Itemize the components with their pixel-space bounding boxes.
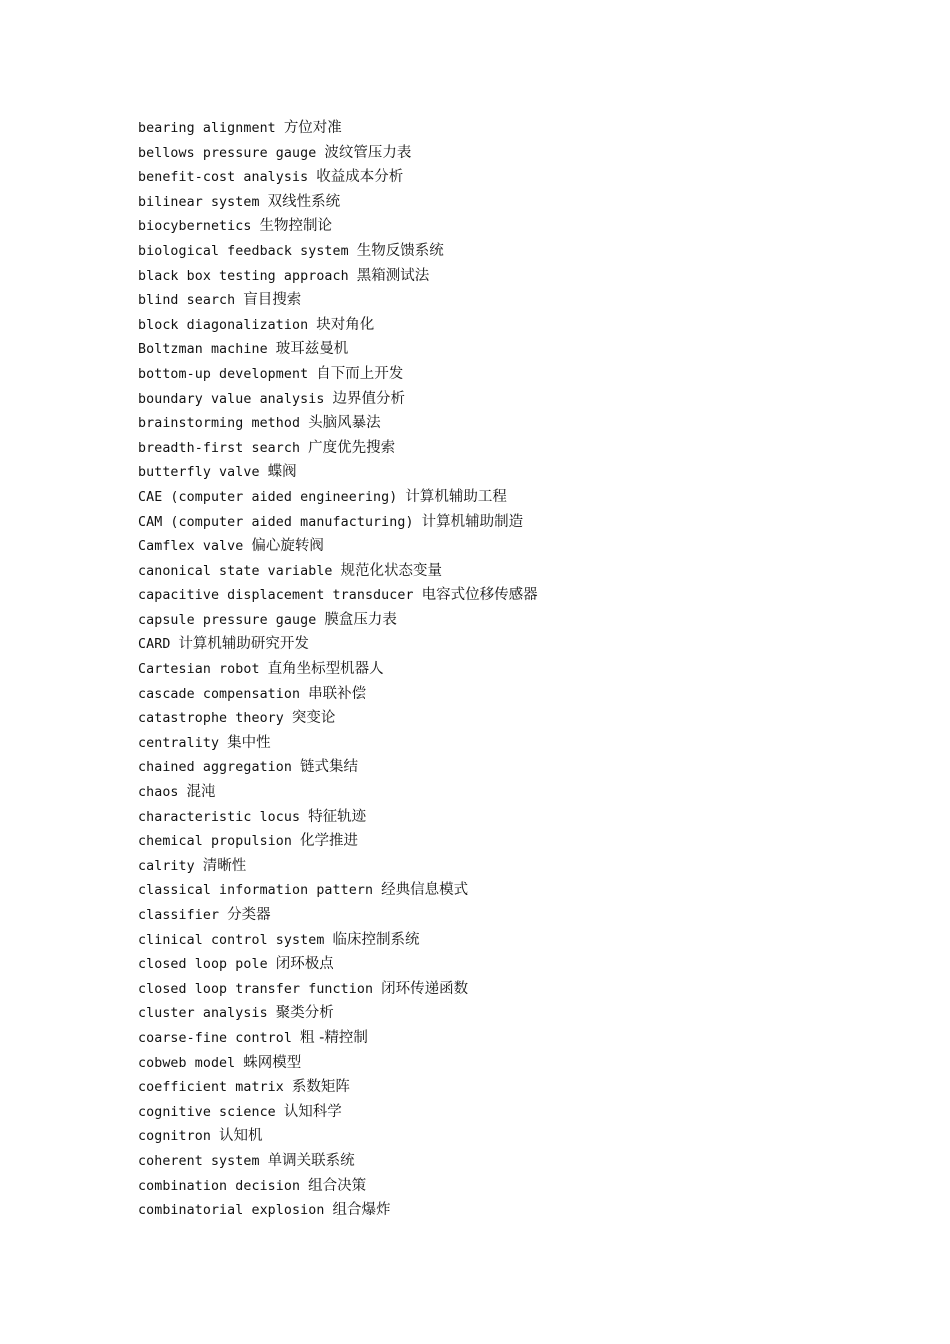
entry-translation: 组合爆炸: [332, 1202, 391, 1219]
entry-term: canonical state variable: [138, 563, 333, 579]
glossary-entry: [138, 165, 538, 190]
entry-translation: 链式集结: [300, 759, 359, 776]
glossary-entry: [138, 878, 538, 903]
glossary-entry: [138, 534, 538, 559]
glossary-entry: [138, 583, 538, 608]
entry-term: cognitive science: [138, 1104, 276, 1120]
entry-term: capsule pressure gauge: [138, 612, 317, 628]
entry-translation: 组合决策: [308, 1177, 367, 1194]
entry-translation: 玻耳兹曼机: [275, 341, 349, 358]
glossary-entry: [138, 731, 538, 756]
glossary-entry: [138, 854, 538, 879]
entry-translation: 自下而上开发: [316, 365, 404, 382]
glossary-entry: [138, 411, 538, 436]
entry-translation: 特征轨迹: [308, 808, 367, 825]
glossary-entry: [138, 952, 538, 977]
entry-term: closed loop transfer function: [138, 981, 374, 997]
entry-translation: 闭环极点: [275, 956, 334, 973]
entry-translation: 方位对准: [283, 120, 342, 136]
entry-translation: 波纹管压力表: [324, 144, 412, 161]
glossary-entry: [138, 928, 538, 953]
entry-translation: 闭环传递函数: [381, 980, 469, 997]
glossary-entry: [138, 510, 538, 535]
entry-term: CAM (computer aided manufacturing): [138, 514, 414, 530]
entry-translation: 偏心旋转阀: [251, 538, 324, 555]
entry-translation: 计算机辅助工程: [405, 488, 507, 505]
entry-term: black box testing approach: [138, 268, 349, 284]
entry-translation: 黑箱测试法: [356, 267, 430, 284]
entry-term: catastrophe theory: [138, 711, 284, 727]
entry-translation: 突变论: [291, 710, 336, 727]
entry-translation: 膜盒压力表: [324, 611, 397, 628]
entry-translation: 直角坐标型机器人: [267, 661, 384, 678]
glossary-entry: [138, 559, 538, 584]
glossary-entry: [138, 313, 538, 338]
glossary-entry: [138, 1124, 538, 1149]
entry-term: chained aggregation: [138, 760, 293, 776]
entry-translation: 化学推进: [300, 833, 359, 850]
glossary-entry: [138, 780, 538, 805]
entry-translation: 边界值分析: [332, 390, 405, 407]
glossary-entry: [138, 1149, 538, 1174]
glossary-entry: [138, 1198, 538, 1223]
entry-translation: 聚类分析: [275, 1005, 334, 1022]
glossary-entry: [138, 829, 538, 854]
glossary-entry: [138, 387, 538, 412]
entry-term: block diagonalization: [138, 317, 309, 333]
entry-term: combinatorial explosion: [138, 1203, 325, 1219]
entry-term: biocybernetics: [138, 219, 252, 235]
entry-translation: 认知科学: [283, 1103, 342, 1120]
entry-translation: 单调关联系统: [267, 1152, 355, 1169]
entry-term: bilinear system: [138, 194, 260, 210]
glossary-entry: [138, 903, 538, 928]
entry-term: Cartesian robot: [138, 662, 260, 678]
glossary-entry: [138, 485, 538, 510]
entry-term: characteristic locus: [138, 809, 301, 825]
glossary-entry: [138, 632, 538, 657]
entry-translation: 认知机: [218, 1128, 263, 1145]
entry-translation: 块对角化: [316, 316, 375, 333]
glossary-entry: [138, 362, 538, 387]
entry-translation: 蛛网模型: [243, 1054, 302, 1071]
glossary-entry: [138, 805, 538, 830]
entry-translation: 清晰性: [202, 857, 247, 874]
entry-translation: 蝶阀: [267, 464, 297, 481]
glossary-entry: [138, 706, 538, 731]
glossary-entry: [138, 1051, 538, 1076]
entry-term: chemical propulsion: [138, 834, 293, 850]
entry-translation: 广度优先搜索: [308, 439, 396, 456]
entry-term: benefit-cost analysis: [138, 170, 309, 186]
entry-term: boundary value analysis: [138, 391, 325, 407]
entry-translation: 分类器: [227, 907, 271, 923]
glossary-entry: [138, 190, 538, 215]
entry-term: Camflex valve: [138, 539, 244, 555]
entry-translation: 系数矩阵: [291, 1079, 350, 1096]
entry-translation: 临床控制系统: [332, 931, 420, 948]
glossary-entry: [138, 977, 538, 1002]
entry-term: CAE (computer aided engineering): [138, 489, 398, 505]
entry-translation: 串联补偿: [308, 685, 367, 702]
glossary-entry: [138, 657, 538, 682]
entry-translation: 规范化状态变量: [340, 562, 443, 579]
entry-term: classifier: [138, 908, 220, 923]
entry-term: biological feedback system: [138, 243, 349, 259]
glossary-entry: [138, 1100, 538, 1125]
glossary-entry: [138, 608, 538, 633]
entry-term: CARD: [138, 637, 171, 653]
glossary-entry: [138, 682, 538, 707]
entry-term: bottom-up development: [138, 366, 309, 382]
entry-translation: 混沌: [186, 784, 216, 801]
entry-term: coherent system: [138, 1153, 260, 1169]
glossary-entry: [138, 1075, 538, 1100]
entry-translation: 计算机辅助制造: [421, 513, 524, 530]
entry-translation: 集中性: [227, 734, 271, 751]
entry-term: brainstorming method: [138, 416, 301, 432]
glossary-entry: [138, 116, 538, 141]
entry-term: breadth-first search: [138, 440, 301, 456]
entry-translation: 生物反馈系统: [356, 242, 444, 259]
entry-term: calrity: [138, 858, 195, 874]
glossary-entry: [138, 755, 538, 780]
entry-term: bellows pressure gauge: [138, 145, 317, 161]
entry-translation: 生物控制论: [259, 218, 332, 235]
entry-term: clinical control system: [138, 932, 325, 948]
entry-term: closed loop pole: [138, 957, 268, 973]
entry-term: coarse-fine control: [138, 1030, 293, 1046]
entry-translation: 双线性系统: [267, 193, 341, 210]
entry-translation: 计算机辅助研究开发: [178, 636, 309, 653]
entry-term: cascade compensation: [138, 686, 301, 702]
entry-translation: 粗 -精控制: [300, 1029, 368, 1046]
entry-term: Boltzman machine: [138, 342, 268, 358]
glossary-entry: [138, 264, 538, 289]
entry-term: classical information pattern: [138, 883, 374, 899]
entry-term: cluster analysis: [138, 1006, 268, 1022]
entry-term: cognitron: [138, 1129, 211, 1145]
entry-term: centrality: [138, 735, 220, 751]
entry-term: butterfly valve: [138, 465, 260, 481]
glossary-entry: [138, 239, 538, 264]
entry-term: combination decision: [138, 1178, 301, 1194]
glossary-entry: [138, 1001, 538, 1026]
glossary-entry: [138, 288, 538, 313]
glossary-entry: [138, 214, 538, 239]
entry-term: coefficient matrix: [138, 1080, 284, 1096]
entry-term: cobweb model: [138, 1055, 236, 1071]
glossary-entry: [138, 1174, 538, 1199]
glossary-list: [138, 116, 538, 1223]
entry-translation: 收益成本分析: [316, 169, 404, 186]
entry-term: capacitive displacement transducer: [138, 588, 414, 604]
entry-term: blind search: [138, 293, 236, 309]
glossary-entry: [138, 141, 538, 166]
entry-translation: 头脑风暴法: [308, 415, 381, 432]
entry-translation: 电容式位移传感器: [421, 587, 538, 604]
entry-translation: 经典信息模式: [381, 882, 469, 899]
entry-term: chaos: [138, 785, 179, 801]
entry-translation: 盲目搜索: [243, 292, 302, 309]
glossary-entry: [138, 460, 538, 485]
glossary-entry: [138, 436, 538, 461]
entry-term: bearing alignment: [138, 121, 276, 136]
glossary-entry: [138, 1026, 538, 1051]
glossary-entry: [138, 337, 538, 362]
